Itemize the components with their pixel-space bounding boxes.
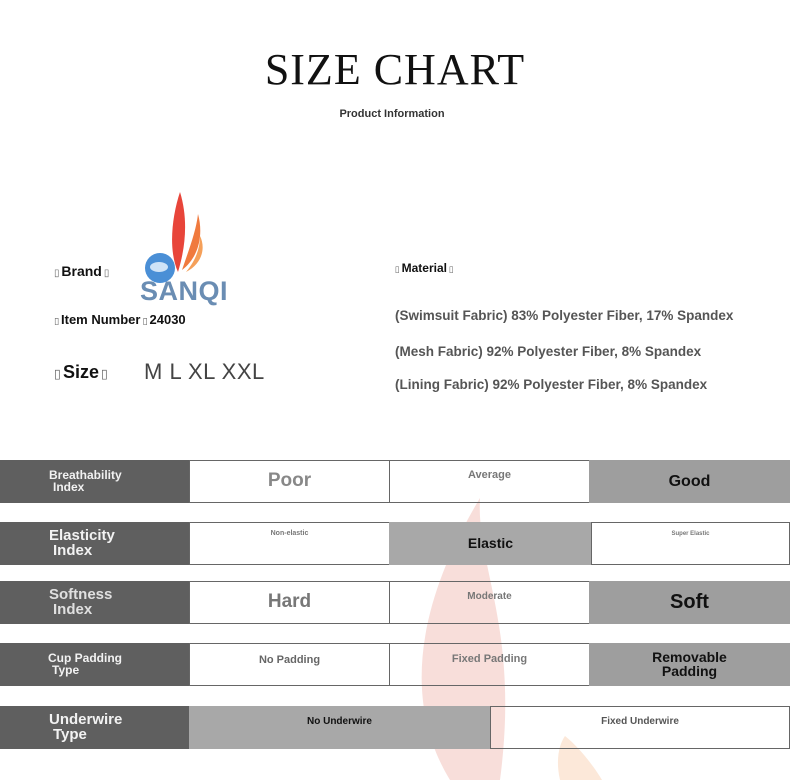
marker-glyph: ▯ <box>54 367 61 381</box>
index-row-underwire <box>0 706 790 749</box>
index-row-softness <box>0 581 790 624</box>
page-title: SIZE CHART <box>264 45 526 94</box>
index-option-selected: Soft <box>589 581 790 624</box>
size-label: ▯ Size ▯ <box>54 362 108 382</box>
marker-glyph: ▯ <box>448 264 454 274</box>
index-option-selected: Elastic <box>389 522 592 565</box>
index-row-breathability <box>0 460 790 503</box>
material-line: (Mesh Fabric) 92% Polyester Fiber, 8% Spandex <box>395 344 702 359</box>
item-number <box>52 312 186 327</box>
marker-glyph: ▯ <box>142 316 148 326</box>
index-option-selected: Good <box>589 460 790 503</box>
item-number-value: 24030 <box>149 312 186 327</box>
index-option: Hard <box>189 581 390 624</box>
index-option: No Padding <box>189 643 390 686</box>
index-row-cup-padding <box>0 643 790 686</box>
marker-glyph: ▯ <box>100 367 108 381</box>
marker-glyph: ▯ <box>103 268 110 279</box>
index-header: Elasticity Index <box>0 522 189 565</box>
index-option: Average <box>389 460 590 503</box>
brand-logo-text: SANQI <box>140 276 229 306</box>
index-header: Underwire Type <box>0 706 189 749</box>
marker-glyph: ▯ <box>54 316 60 326</box>
index-header: Softness Index <box>0 581 189 624</box>
index-option: Fixed Padding <box>389 643 590 686</box>
index-header: Cup Padding Type <box>0 643 189 686</box>
index-option: Super Elastic <box>591 522 790 565</box>
item-number-label: Item Number <box>61 312 141 327</box>
index-option: Non-elastic <box>189 522 390 565</box>
page-subtitle: Product Information <box>339 108 445 120</box>
material-line: (Lining Fabric) 92% Polyester Fiber, 8% Spandex <box>395 377 708 392</box>
material-line: (Swimsuit Fabric) 83% Polyester Fiber, 17% Spandex <box>395 308 734 323</box>
brand-label: ▯ Brand ▯ <box>54 263 110 279</box>
index-row-elasticity <box>0 522 790 565</box>
index-option-selected: No Underwire <box>189 706 490 749</box>
index-header: Breathability Index <box>0 460 189 503</box>
marker-glyph: ▯ <box>395 264 400 274</box>
size-values: M L XL XXL <box>144 359 265 384</box>
material-label: ▯ Material ▯ <box>395 261 454 275</box>
index-option-selected: Removable Padding <box>589 643 790 686</box>
index-option: Moderate <box>389 581 590 624</box>
marker-glyph: ▯ <box>54 268 60 279</box>
index-option: Fixed Underwire <box>490 706 790 749</box>
index-option: Poor <box>189 460 390 503</box>
